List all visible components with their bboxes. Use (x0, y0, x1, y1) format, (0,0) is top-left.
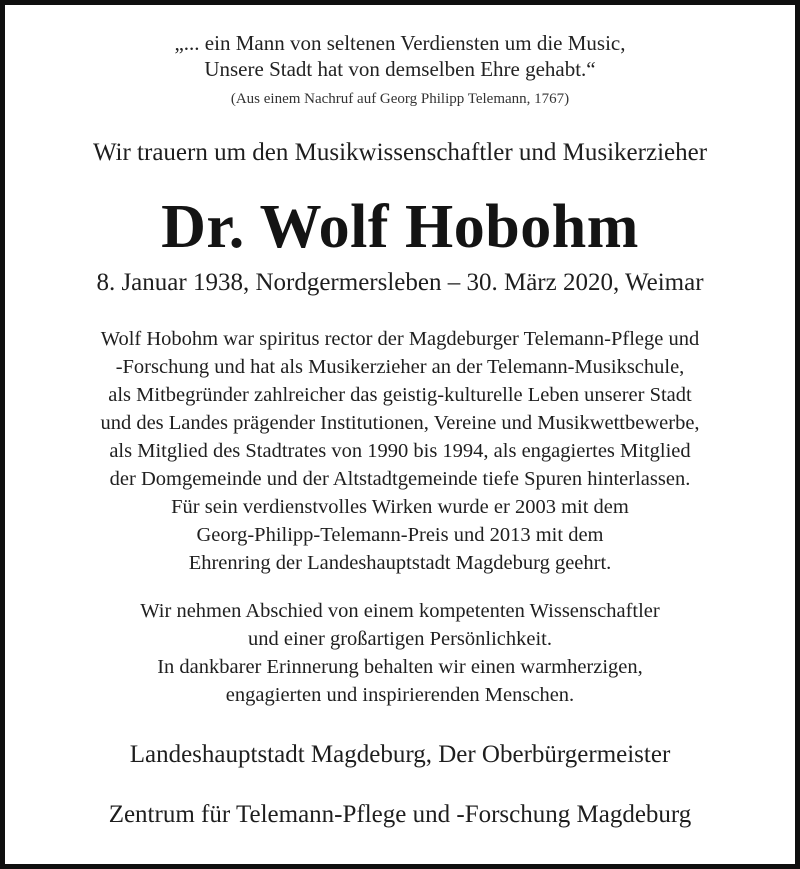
biography-line: als Mitbegründer zahlreicher das geistig-kulturelle Leben unserer Stadt (108, 384, 692, 406)
quote-source: (Aus einem Nachruf auf Georg Philipp Telemann, 1767) (230, 91, 570, 107)
quote-line: „... ein Mann von seltenen Verdiensten um die Music, (174, 31, 626, 55)
biography-line: Georg-Philipp-Telemann-Preis und 2013 mit dem (196, 524, 604, 546)
biography-line: Für sein verdienstvolles Wirken wurde er 2003 mit dem (171, 496, 629, 518)
biography-line: und des Landes prägender Institutionen, Vereine und Musikwettbewerbe, (100, 412, 700, 434)
biography-line: als Mitglied des Stadtrates von 1990 bis 1994, als engagiertes Mitglied (109, 440, 691, 462)
farewell-line: In dankbarer Erinnerung behalten wir einen warmherzigen, (157, 656, 643, 678)
signatory-city: Landeshauptstadt Magdeburg, Der Oberbürgermeister (129, 741, 671, 768)
farewell-line: und einer großartigen Persönlichkeit. (248, 628, 552, 650)
biography-line: -Forschung und hat als Musikerzieher an der Telemann-Musikschule, (115, 356, 685, 378)
mourning-intro: Wir trauern um den Musikwissenschaftler und Musikerzieher (92, 139, 708, 166)
deceased-name: Dr. Wolf Hobohm (161, 193, 639, 261)
farewell-line: Wir nehmen Abschied von einem kompetenten Wissenschaftler (140, 600, 660, 622)
biography-line: Wolf Hobohm war spiritus rector der Magdeburger Telemann-Pflege und (100, 328, 700, 350)
signatory-center: Zentrum für Telemann-Pflege und -Forschung Magdeburg (108, 801, 692, 828)
biography-line: der Domgemeinde und der Altstadtgemeinde tiefe Spuren hinterlassen. (109, 468, 691, 490)
life-dates: 8. Januar 1938, Nordgermersleben – 30. März 2020, Weimar (96, 269, 704, 296)
quote-line: Unsere Stadt hat von demselben Ehre gehabt.“ (204, 57, 596, 81)
farewell-line: engagierten und inspirierenden Menschen. (225, 684, 575, 706)
biography-line: Ehrenring der Landeshauptstadt Magdeburg geehrt. (188, 552, 612, 574)
